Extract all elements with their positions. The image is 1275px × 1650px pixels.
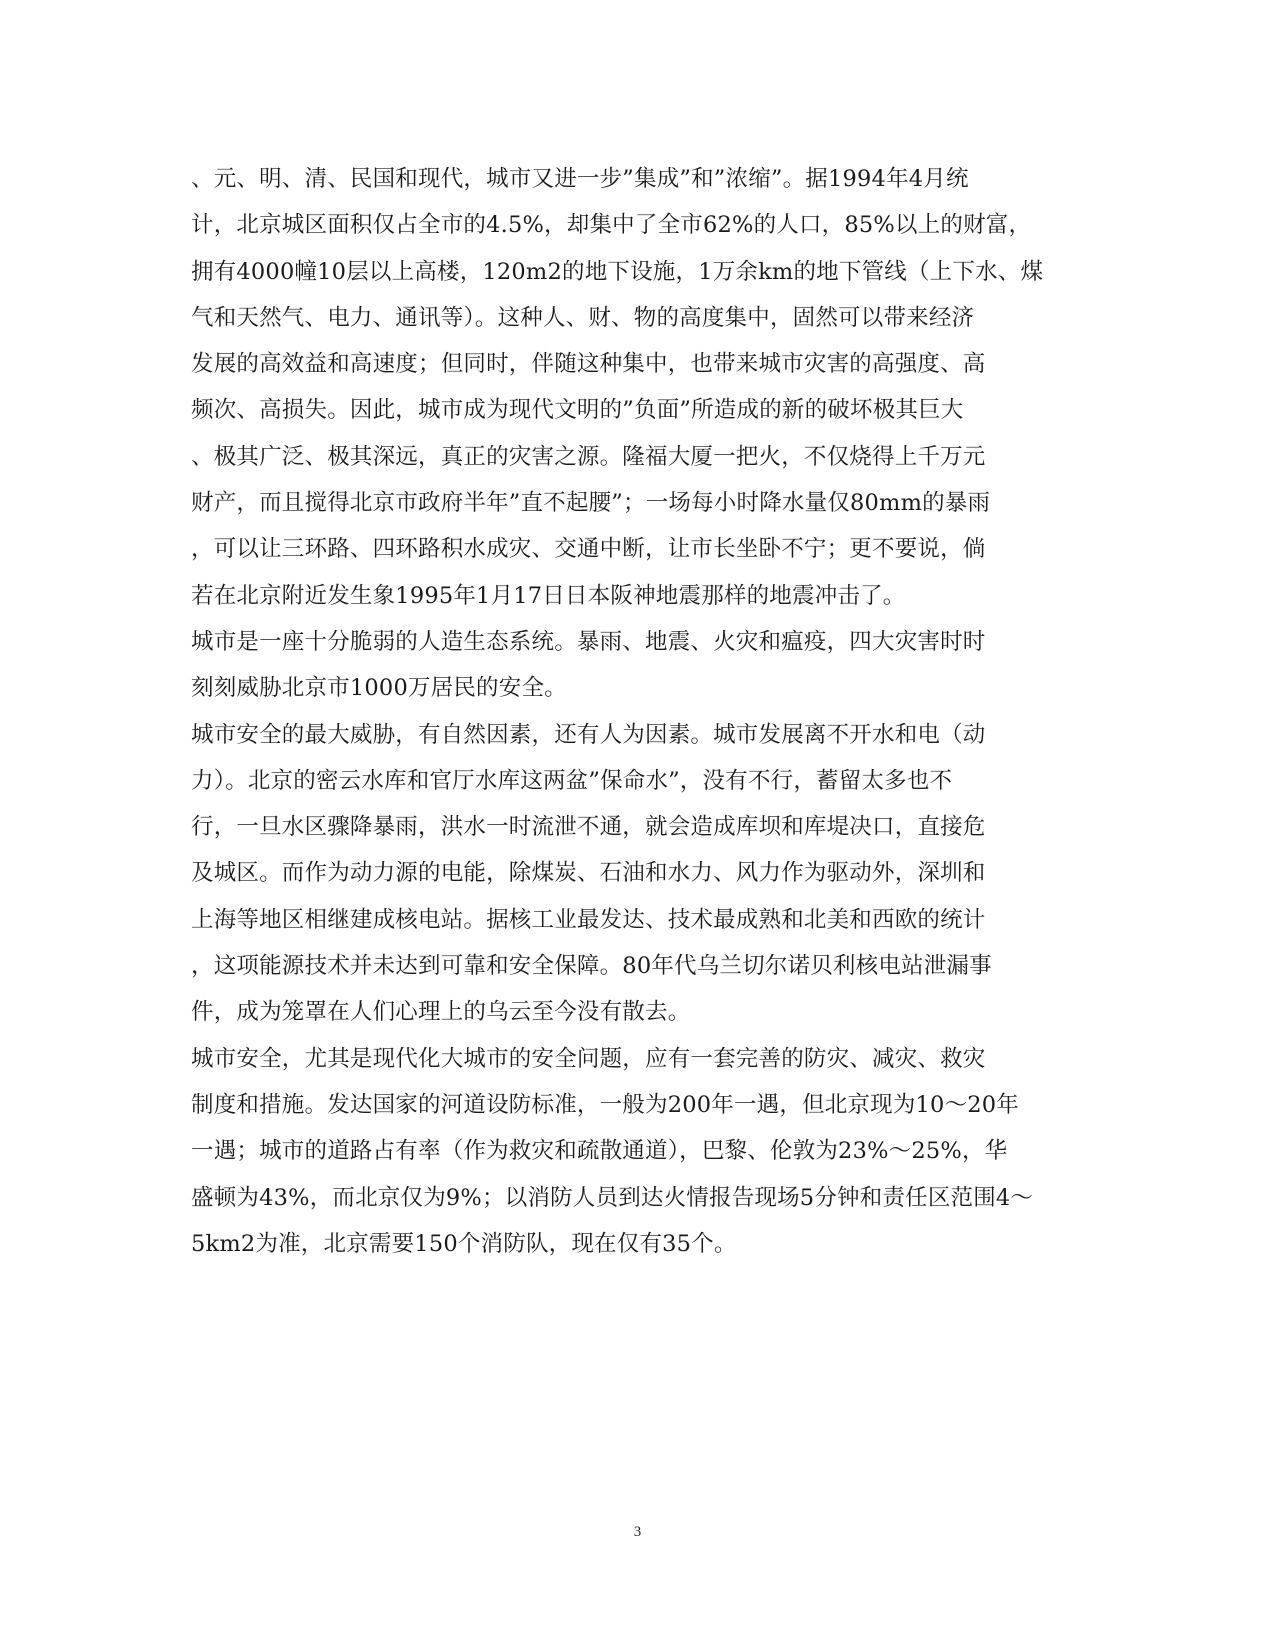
- text-line: 频次、高损失。因此，城市成为现代文明的”负面”所造成的新的破坏极其巨大: [191, 397, 964, 424]
- text-line: 气和天然气、电力、通讯等）。这种人、财、物的高度集中，固然可以带来经济: [191, 304, 975, 331]
- text-line: 及城区。而作为动力源的电能，除煤炭、石油和水力、风力作为驱动外，深圳和: [191, 860, 986, 887]
- text-line: 城市是一座十分脆弱的人造生态系统。暴雨、地震、火灾和瘟疫，四大灾害时时: [191, 628, 986, 655]
- text-line: 一遇；城市的道路占有率（作为救灾和疏散通道），巴黎、伦敦为23%～25%，华: [191, 1138, 1008, 1165]
- text-line: 盛顿为43%，而北京仅为9%；以消防人员到达火情报告现场5分钟和责任区范围4～: [191, 1184, 1034, 1211]
- text-line: ，这项能源技术并未达到可靠和安全保障。80年代乌兰切尔诺贝利核电站泄漏事: [191, 953, 992, 980]
- text-line: 城市安全，尤其是现代化大城市的安全问题，应有一套完善的防灾、减灾、救灾: [191, 1045, 986, 1072]
- text-line: 发展的高效益和高速度；但同时，伴随这种集中，也带来城市灾害的高强度、高: [191, 351, 986, 378]
- page-number: 3: [633, 1524, 642, 1540]
- text-line: 若在北京附近发生象1995年1月17日日本阪神地震那样的地震冲击了。: [191, 582, 906, 609]
- text-line: ，可以让三环路、四环路积水成灾、交通中断，让市长坐卧不宁；更不要说，倘: [191, 536, 986, 563]
- text-line: 城市安全的最大威胁，有自然因素，还有人为因素。城市发展离不开水和电（动: [191, 721, 986, 748]
- text-line: 财产，而且搅得北京市政府半年”直不起腰”；一场每小时降水量仅80mm的暴雨: [191, 490, 991, 517]
- text-line: 、元、明、清、民国和现代，城市又进一步”集成”和”浓缩”。据1994年4月统: [191, 166, 969, 192]
- text-line: 5km2为准，北京需要150个消防队，现在仅有35个。: [191, 1230, 737, 1257]
- text-line: 计，北京城区面积仅占全市的4.5%，却集中了全市62%的人口，85%以上的财富，: [191, 212, 1032, 239]
- text-line: 行，一旦水区骤降暴雨，洪水一时流泄不通，就会造成库坝和库堤决口，直接危: [191, 814, 986, 841]
- text-line: 拥有4000幢10层以上高楼，120m2的地下设施，1万余km的地下管线（上下水、煤: [191, 258, 1044, 285]
- body-text: [191, 156, 1081, 1267]
- text-line: 件，成为笼罩在人们心理上的乌云至今没有散去。: [191, 999, 691, 1026]
- text-line: 刻刻威胁北京市1000万居民的安全。: [191, 675, 567, 702]
- text-line: 上海等地区相继建成核电站。据核工业最发达、技术最成熟和北美和西欧的统计: [191, 906, 986, 933]
- text-line: 制度和措施。发达国家的河道设防标准，一般为200年一遇，但北京现为10～20年: [191, 1091, 1020, 1118]
- text-line: 力）。北京的密云水库和官厅水库这两盆”保命水”，没有不行，蓄留太多也不: [191, 767, 953, 794]
- text-line: 、极其广泛、极其深远，真正的灾害之源。隆福大厦一把火，不仅烧得上千万元: [191, 443, 986, 470]
